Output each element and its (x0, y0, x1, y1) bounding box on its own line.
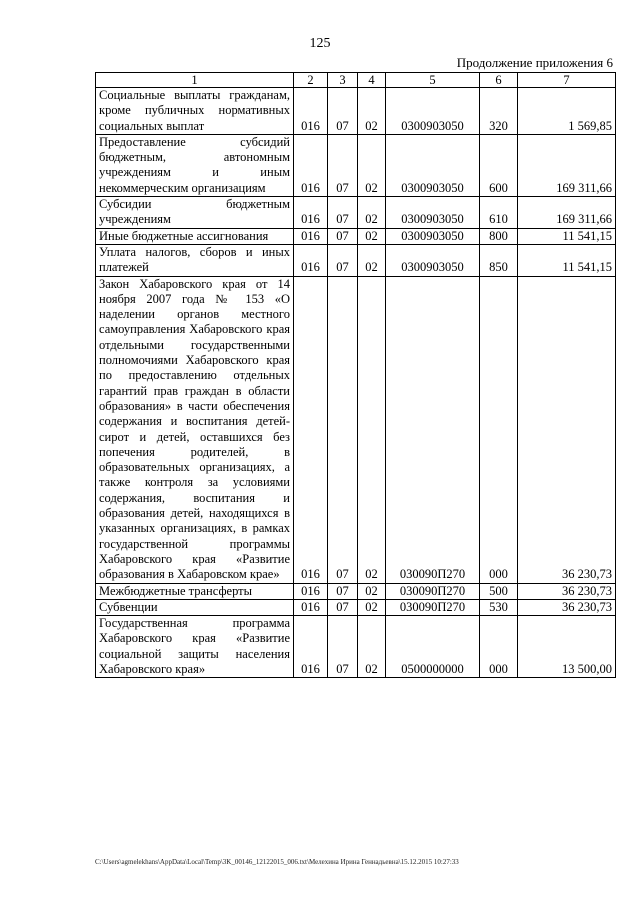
row-ministry-code: 016 (294, 616, 328, 678)
row-name: Межбюджетные трансферты (96, 583, 294, 599)
table-row (96, 616, 616, 678)
budget-table (95, 72, 616, 678)
row-target-article: 0500000000 (386, 616, 480, 678)
row-target-article: 0300903050 (386, 88, 480, 135)
row-amount: 36 230,73 (518, 583, 616, 599)
row-target-article: 030090П270 (386, 599, 480, 615)
row-expense-type: 850 (480, 244, 518, 276)
row-amount: 11 541,15 (518, 228, 616, 244)
row-subsection-code: 02 (358, 616, 386, 678)
footer-file-path: C:\Users\agmelekhans\AppData\Local\Temp\3K_00146_12122015_006.txt\Мелехина Ирина Геннадьевна\15.12.2015 10:27:33 (95, 858, 459, 866)
row-amount: 36 230,73 (518, 276, 616, 583)
table-row (96, 583, 616, 599)
row-amount: 1 569,85 (518, 88, 616, 135)
row-section-code: 07 (328, 583, 358, 599)
row-expense-type: 530 (480, 599, 518, 615)
row-subsection-code: 02 (358, 228, 386, 244)
table-row (96, 88, 616, 135)
row-expense-type: 320 (480, 88, 518, 135)
row-section-code: 07 (328, 244, 358, 276)
row-expense-type: 600 (480, 134, 518, 196)
row-target-article: 030090П270 (386, 276, 480, 583)
row-ministry-code: 016 (294, 197, 328, 229)
row-section-code: 07 (328, 88, 358, 135)
row-expense-type: 500 (480, 583, 518, 599)
table-row (96, 197, 616, 229)
row-name: Социальные выплаты гражданам, кроме публичных нормативных социальных выплат (96, 88, 294, 135)
row-ministry-code: 016 (294, 88, 328, 135)
row-target-article: 030090П270 (386, 583, 480, 599)
row-subsection-code: 02 (358, 599, 386, 615)
header-col-1: 1 (96, 73, 294, 88)
row-section-code: 07 (328, 616, 358, 678)
row-subsection-code: 02 (358, 88, 386, 135)
row-name: Предоставление субсидий бюджетным, автономным учреждениям и иным некоммерческим организациям (96, 134, 294, 196)
table-row (96, 276, 616, 583)
row-target-article: 0300903050 (386, 197, 480, 229)
header-col-5: 5 (386, 73, 480, 88)
header-col-2: 2 (294, 73, 328, 88)
row-amount: 11 541,15 (518, 244, 616, 276)
row-section-code: 07 (328, 197, 358, 229)
row-amount: 13 500,00 (518, 616, 616, 678)
row-name: Субсидии бюджетным учреждениям (96, 197, 294, 229)
header-row (96, 73, 616, 88)
row-target-article: 0300903050 (386, 228, 480, 244)
header-col-3: 3 (328, 73, 358, 88)
appendix-caption: Продолжение приложения 6 (456, 55, 613, 70)
row-section-code: 07 (328, 134, 358, 196)
row-expense-type: 610 (480, 197, 518, 229)
row-subsection-code: 02 (358, 244, 386, 276)
page-number: 125 (309, 36, 331, 51)
row-expense-type: 000 (480, 276, 518, 583)
row-amount: 169 311,66 (518, 134, 616, 196)
row-section-code: 07 (328, 276, 358, 583)
table-row (96, 599, 616, 615)
row-name: Субвенции (96, 599, 294, 615)
row-ministry-code: 016 (294, 228, 328, 244)
row-amount: 36 230,73 (518, 599, 616, 615)
header-col-7: 7 (518, 73, 616, 88)
table-row (96, 134, 616, 196)
row-amount: 169 311,66 (518, 197, 616, 229)
row-section-code: 07 (328, 228, 358, 244)
row-ministry-code: 016 (294, 599, 328, 615)
row-expense-type: 000 (480, 616, 518, 678)
row-name: Уплата налогов, сборов и иных платежей (96, 244, 294, 276)
row-name: Иные бюджетные ассигнования (96, 228, 294, 244)
row-subsection-code: 02 (358, 197, 386, 229)
row-name: Государственная программа Хабаровского края «Развитие социальной защиты населения Хабаровского края» (96, 616, 294, 678)
row-subsection-code: 02 (358, 134, 386, 196)
row-section-code: 07 (328, 599, 358, 615)
row-ministry-code: 016 (294, 244, 328, 276)
table-row (96, 244, 616, 276)
row-expense-type: 800 (480, 228, 518, 244)
header-col-4: 4 (358, 73, 386, 88)
row-ministry-code: 016 (294, 276, 328, 583)
row-name: Закон Хабаровского края от 14 ноября 2007 года № 153 «О наделении органов местного самоуправления Хабаровского края отдельными государственными полномочиями Хабаровского края по предоставлению отдельных гарантий прав граждан в области образования» в части обеспечения содержания и воспитания детей-сирот и детей, оставшихся без попечения родителей, в образовательных организациях, а также контроля за условиями содержания, воспитания и образования детей, находящихся в указанных организациях, в рамках государственной программы Хабаровского края «Развитие образования в Хабаровском крае» (96, 276, 294, 583)
row-ministry-code: 016 (294, 583, 328, 599)
row-subsection-code: 02 (358, 276, 386, 583)
row-ministry-code: 016 (294, 134, 328, 196)
row-subsection-code: 02 (358, 583, 386, 599)
header-col-6: 6 (480, 73, 518, 88)
table-row (96, 228, 616, 244)
row-target-article: 0300903050 (386, 244, 480, 276)
row-target-article: 0300903050 (386, 134, 480, 196)
